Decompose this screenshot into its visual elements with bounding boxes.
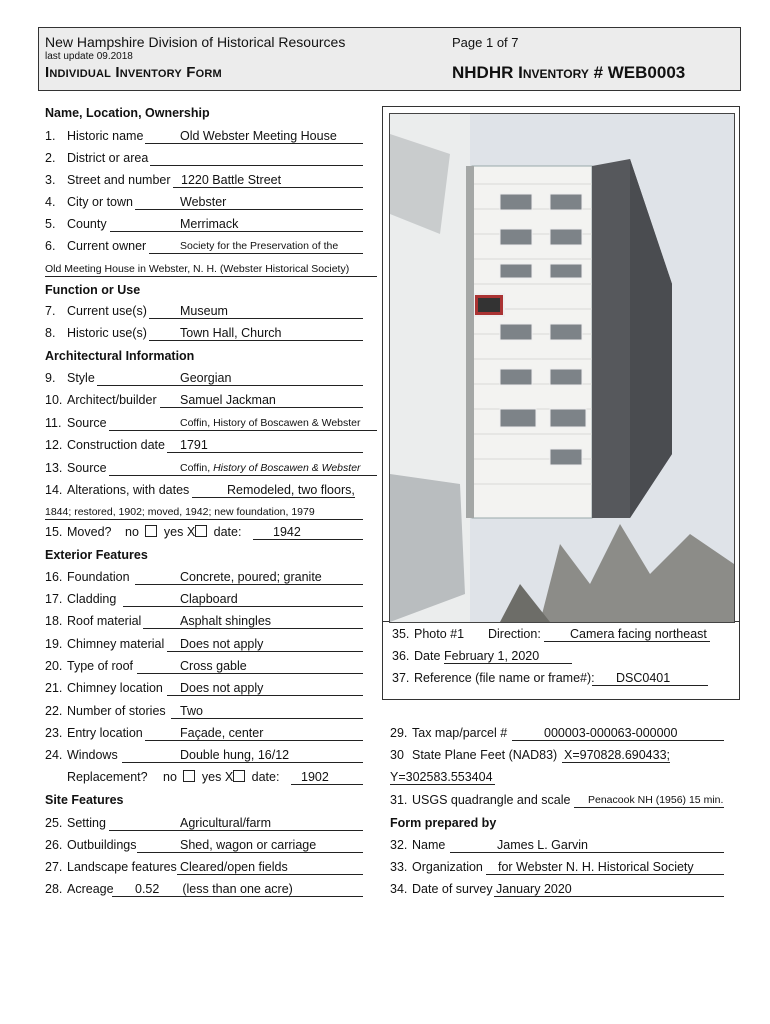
value-text: Georgian bbox=[180, 371, 232, 385]
field-number: 3. bbox=[45, 173, 56, 187]
field-label: Setting bbox=[67, 816, 106, 830]
survey-date-value[interactable] bbox=[494, 882, 724, 897]
field-label: Historic name bbox=[67, 129, 144, 143]
field-number: 36. bbox=[392, 649, 410, 663]
value-text: Webster bbox=[180, 195, 227, 209]
county-value[interactable] bbox=[110, 217, 363, 232]
moved-yes-mark: X bbox=[186, 525, 196, 539]
replacement-yes-mark: X bbox=[224, 770, 234, 784]
value-text: Merrimack bbox=[180, 217, 239, 231]
photo-image bbox=[390, 114, 734, 622]
photo-direction-value[interactable] bbox=[544, 627, 710, 642]
option-no-label: no bbox=[125, 525, 139, 539]
field-reference bbox=[392, 671, 732, 689]
field-photo bbox=[392, 627, 732, 645]
field-label: Style bbox=[67, 371, 95, 385]
moved-yes-checkbox[interactable] bbox=[195, 525, 207, 537]
field-chimney-material bbox=[45, 637, 365, 655]
field-chimney-location bbox=[45, 681, 365, 699]
field-label: State Plane Feet (NAD83) bbox=[412, 748, 558, 762]
field-number: 11. bbox=[45, 416, 62, 430]
value-text: Society for the Preservation of the bbox=[180, 240, 339, 252]
field-number: 27. bbox=[45, 860, 63, 874]
source-1-value[interactable] bbox=[109, 416, 377, 431]
value-text: Old Webster Meeting House bbox=[180, 129, 337, 143]
value-text: Concrete, poured; granite bbox=[180, 570, 322, 584]
photo-date-value[interactable] bbox=[444, 649, 572, 664]
section-architecture: Architectural Information bbox=[45, 349, 195, 363]
field-label: Moved? bbox=[67, 525, 112, 539]
field-label: District or area bbox=[67, 151, 149, 165]
value-text: February 1, 2020 bbox=[444, 649, 540, 663]
field-number: 26. bbox=[45, 838, 63, 852]
state-plane-value[interactable] bbox=[562, 748, 670, 763]
field-current-owner bbox=[45, 239, 365, 257]
reference-value[interactable] bbox=[592, 671, 708, 686]
roof-material-value[interactable] bbox=[143, 614, 363, 629]
field-number: 9. bbox=[45, 371, 56, 385]
value-text: 1902 bbox=[301, 770, 329, 784]
field-number: 30 bbox=[390, 748, 404, 762]
field-label: Foundation bbox=[67, 570, 130, 584]
value-text: Does not apply bbox=[180, 681, 264, 695]
alterations-cont-value[interactable]: 1844; restored, 1902; moved, 1942; new foundation, 1979 bbox=[45, 505, 363, 520]
value-text: 1220 Battle Street bbox=[181, 173, 282, 187]
value-text: January 2020 bbox=[496, 882, 572, 896]
field-label: Windows bbox=[67, 748, 118, 762]
setting-value[interactable] bbox=[109, 816, 363, 831]
replacement-yes-checkbox[interactable] bbox=[233, 770, 245, 782]
organization-value[interactable] bbox=[486, 860, 724, 875]
field-usgs bbox=[390, 793, 730, 811]
field-windows bbox=[45, 748, 365, 766]
entry-location-value[interactable] bbox=[145, 726, 363, 741]
section-prepared-by: Form prepared by bbox=[390, 816, 497, 830]
section-site: Site Features bbox=[45, 793, 124, 807]
field-label: Acreage bbox=[67, 882, 114, 896]
direction-label: Direction: bbox=[488, 627, 541, 641]
field-photo-date bbox=[392, 649, 732, 667]
field-number: 12. bbox=[45, 438, 63, 452]
field-roof-type bbox=[45, 659, 365, 677]
preparer-name-value[interactable] bbox=[450, 838, 724, 853]
field-label: Current use(s) bbox=[67, 304, 147, 318]
field-label: Date bbox=[414, 649, 441, 663]
field-alterations bbox=[45, 483, 365, 501]
field-replacement bbox=[45, 770, 365, 788]
city-value[interactable] bbox=[135, 195, 363, 210]
value-text: Agricultural/farm bbox=[180, 816, 271, 830]
replacement-no-checkbox[interactable] bbox=[183, 770, 195, 782]
building-photo bbox=[389, 113, 735, 623]
field-state-plane bbox=[390, 748, 730, 766]
foundation-value[interactable] bbox=[135, 570, 363, 585]
field-label: Source bbox=[67, 461, 107, 475]
field-district bbox=[45, 151, 365, 169]
value-text: 1791 bbox=[180, 438, 208, 452]
field-stories bbox=[45, 704, 365, 722]
field-construction-date bbox=[45, 438, 365, 456]
agency-name: New Hampshire Division of Historical Resources bbox=[45, 34, 346, 50]
date-label: date: bbox=[213, 525, 242, 539]
field-number: 19. bbox=[45, 637, 63, 651]
field-roof-material bbox=[45, 614, 365, 632]
field-label: USGS quadrangle and scale bbox=[412, 793, 571, 807]
value-text: Remodeled, two floors, bbox=[227, 483, 355, 497]
field-label: Historic use(s) bbox=[67, 326, 147, 340]
field-landscape bbox=[45, 860, 365, 878]
field-acreage bbox=[45, 882, 365, 900]
value-text: Camera facing northeast bbox=[570, 627, 707, 641]
inventory-number: NHDHR Inventory # WEB0003 bbox=[452, 63, 686, 82]
windows-value[interactable] bbox=[122, 748, 363, 763]
field-number: 23. bbox=[45, 726, 63, 740]
field-setting bbox=[45, 816, 365, 834]
field-label: Number of stories bbox=[67, 704, 166, 718]
value-text: X=970828.690433; bbox=[564, 748, 671, 762]
source-2-value[interactable] bbox=[109, 461, 377, 476]
field-label: Chimney material bbox=[67, 637, 165, 651]
value-text: 1942 bbox=[273, 525, 301, 539]
field-number: 20. bbox=[45, 659, 63, 673]
value-text: Samuel Jackman bbox=[180, 393, 276, 407]
field-label: Roof material bbox=[67, 614, 142, 628]
field-number: 24. bbox=[45, 748, 63, 762]
architect-value[interactable] bbox=[160, 393, 363, 408]
section-function: Function or Use bbox=[45, 283, 141, 297]
field-number: 33. bbox=[390, 860, 408, 874]
field-label: Organization bbox=[412, 860, 483, 874]
field-label: Architect/builder bbox=[67, 393, 157, 407]
field-number: 15. bbox=[45, 525, 63, 539]
field-number: 29. bbox=[390, 726, 408, 740]
value-text: Coffin, bbox=[180, 462, 214, 474]
option-yes-label: yes bbox=[201, 770, 222, 784]
field-foundation bbox=[45, 570, 365, 588]
field-label: Outbuildings bbox=[67, 838, 137, 852]
usgs-value[interactable] bbox=[574, 793, 724, 808]
field-label: Type of roof bbox=[67, 659, 134, 673]
acreage-value[interactable] bbox=[112, 882, 363, 897]
form-header bbox=[38, 27, 741, 91]
moved-options bbox=[125, 525, 241, 539]
value-text: Coffin, History of Boscawen & Webster bbox=[180, 417, 361, 429]
field-source-2 bbox=[45, 461, 377, 479]
current-use-value[interactable] bbox=[149, 304, 363, 319]
date-label: date: bbox=[251, 770, 280, 784]
district-value[interactable] bbox=[150, 151, 363, 166]
value-text: Museum bbox=[180, 304, 228, 318]
field-label: Entry location bbox=[67, 726, 143, 740]
field-label: Chimney location bbox=[67, 681, 163, 695]
stories-value[interactable] bbox=[171, 704, 363, 719]
option-yes-label: yes bbox=[163, 525, 184, 539]
field-source-1 bbox=[45, 416, 377, 434]
tax-map-value[interactable] bbox=[512, 726, 724, 741]
field-outbuildings bbox=[45, 838, 365, 856]
field-label: Replacement? bbox=[67, 770, 148, 784]
field-current-use bbox=[45, 304, 365, 322]
field-number: 37. bbox=[392, 671, 410, 685]
historic-name-value[interactable] bbox=[145, 129, 363, 144]
field-alterations-cont bbox=[45, 505, 365, 523]
field-label: Photo #1 bbox=[414, 627, 465, 641]
field-label: Street and number bbox=[67, 173, 171, 187]
roof-type-value[interactable] bbox=[137, 659, 363, 674]
field-state-plane-cont bbox=[390, 770, 730, 788]
value-text: 0.52 bbox=[135, 882, 160, 896]
field-street bbox=[45, 173, 365, 191]
value-text: 000003-000063-000000 bbox=[544, 726, 678, 740]
field-number: 25. bbox=[45, 816, 63, 830]
value-italic: History of Boscawen & Webster bbox=[213, 462, 361, 474]
field-county bbox=[45, 217, 365, 235]
value-text: Asphalt shingles bbox=[180, 614, 272, 628]
value-text: Double hung, 16/12 bbox=[180, 748, 290, 762]
option-no-label: no bbox=[163, 770, 177, 784]
field-number: 14. bbox=[45, 483, 63, 497]
field-label: Construction date bbox=[67, 438, 165, 452]
field-preparer-name bbox=[390, 838, 730, 856]
moved-no-checkbox[interactable] bbox=[145, 525, 157, 537]
field-number: 31. bbox=[390, 793, 408, 807]
style-value[interactable] bbox=[97, 371, 363, 386]
field-label: Alterations, with dates bbox=[67, 483, 190, 497]
value-text-2: (less than one acre) bbox=[182, 882, 293, 896]
value-text: James L. Garvin bbox=[497, 838, 589, 852]
page-number: Page 1 of 7 bbox=[452, 35, 519, 50]
value-text: for Webster N. H. Historical Society bbox=[498, 860, 694, 874]
historic-use-value[interactable] bbox=[149, 326, 363, 341]
alterations-value[interactable] bbox=[192, 483, 355, 498]
street-value[interactable] bbox=[173, 173, 363, 188]
field-number: 13. bbox=[45, 461, 63, 475]
section-name-location: Name, Location, Ownership bbox=[45, 106, 210, 120]
field-label: Cladding bbox=[67, 592, 117, 606]
field-number: 28. bbox=[45, 882, 63, 896]
field-label: Reference (file name or frame#): bbox=[414, 671, 595, 685]
replacement-options bbox=[163, 770, 279, 784]
field-number: 16. bbox=[45, 570, 63, 584]
cladding-value[interactable] bbox=[123, 592, 363, 607]
value-text: Cleared/open fields bbox=[180, 860, 288, 874]
moved-date-value[interactable] bbox=[253, 525, 363, 540]
field-number: 6. bbox=[45, 239, 56, 253]
field-historic-use bbox=[45, 326, 365, 344]
field-label: Source bbox=[67, 416, 107, 430]
field-cladding bbox=[45, 592, 365, 610]
field-number: 32. bbox=[390, 838, 408, 852]
landscape-value[interactable] bbox=[177, 860, 363, 875]
field-number: 18. bbox=[45, 614, 63, 628]
section-exterior: Exterior Features bbox=[45, 548, 148, 562]
value-text: Shed, wagon or carriage bbox=[180, 838, 317, 852]
value-text: Cross gable bbox=[180, 659, 247, 673]
field-number: 1. bbox=[45, 129, 56, 143]
field-tax-map bbox=[390, 726, 730, 744]
form-title: Individual Inventory Form bbox=[45, 64, 222, 81]
field-survey-date bbox=[390, 882, 730, 900]
field-entry-location bbox=[45, 726, 365, 744]
chimney-location-value[interactable] bbox=[167, 681, 363, 696]
field-number: 21. bbox=[45, 681, 63, 695]
field-organization bbox=[390, 860, 730, 878]
field-label: Date of survey bbox=[412, 882, 493, 896]
field-number: 35. bbox=[392, 627, 410, 641]
field-city bbox=[45, 195, 365, 213]
field-architect bbox=[45, 393, 365, 411]
field-label: City or town bbox=[67, 195, 133, 209]
outbuildings-value[interactable] bbox=[137, 838, 363, 853]
value-text: Façade, center bbox=[180, 726, 264, 740]
value-text: Clapboard bbox=[180, 592, 238, 606]
field-current-owner-cont bbox=[45, 262, 377, 280]
field-number: 22. bbox=[45, 704, 63, 718]
field-number: 10. bbox=[45, 393, 63, 407]
field-label: Name bbox=[412, 838, 446, 852]
field-historic-name bbox=[45, 129, 365, 147]
field-number: 5. bbox=[45, 217, 56, 231]
value-text: Two bbox=[180, 704, 203, 718]
field-label: Tax map/parcel # bbox=[412, 726, 508, 740]
construction-date-value[interactable] bbox=[167, 438, 363, 453]
field-number: 34. bbox=[390, 882, 408, 896]
field-number: 4. bbox=[45, 195, 56, 209]
value-text: Town Hall, Church bbox=[180, 326, 282, 340]
state-plane-cont-value[interactable]: Y=302583.553404 bbox=[390, 770, 495, 785]
field-number: 7. bbox=[45, 304, 56, 318]
field-number: 8. bbox=[45, 326, 56, 340]
current-owner-cont-value[interactable]: Old Meeting House in Webster, N. H. (Webster Historical Society) bbox=[45, 262, 377, 277]
value-text: DSC0401 bbox=[616, 671, 671, 685]
value-text: Does not apply bbox=[180, 637, 264, 651]
field-number: 2. bbox=[45, 151, 56, 165]
value-text: Penacook NH (1956) 15 min. bbox=[588, 794, 724, 806]
last-update: last update 09.2018 bbox=[45, 51, 133, 62]
field-label: Landscape features bbox=[67, 860, 177, 874]
field-number: 17. bbox=[45, 592, 63, 606]
replacement-date-value[interactable] bbox=[291, 770, 363, 785]
chimney-material-value[interactable] bbox=[167, 637, 363, 652]
field-label: County bbox=[67, 217, 107, 231]
current-owner-value[interactable] bbox=[149, 239, 363, 254]
field-moved bbox=[45, 525, 365, 543]
field-style bbox=[45, 371, 365, 389]
field-label: Current owner bbox=[67, 239, 147, 253]
